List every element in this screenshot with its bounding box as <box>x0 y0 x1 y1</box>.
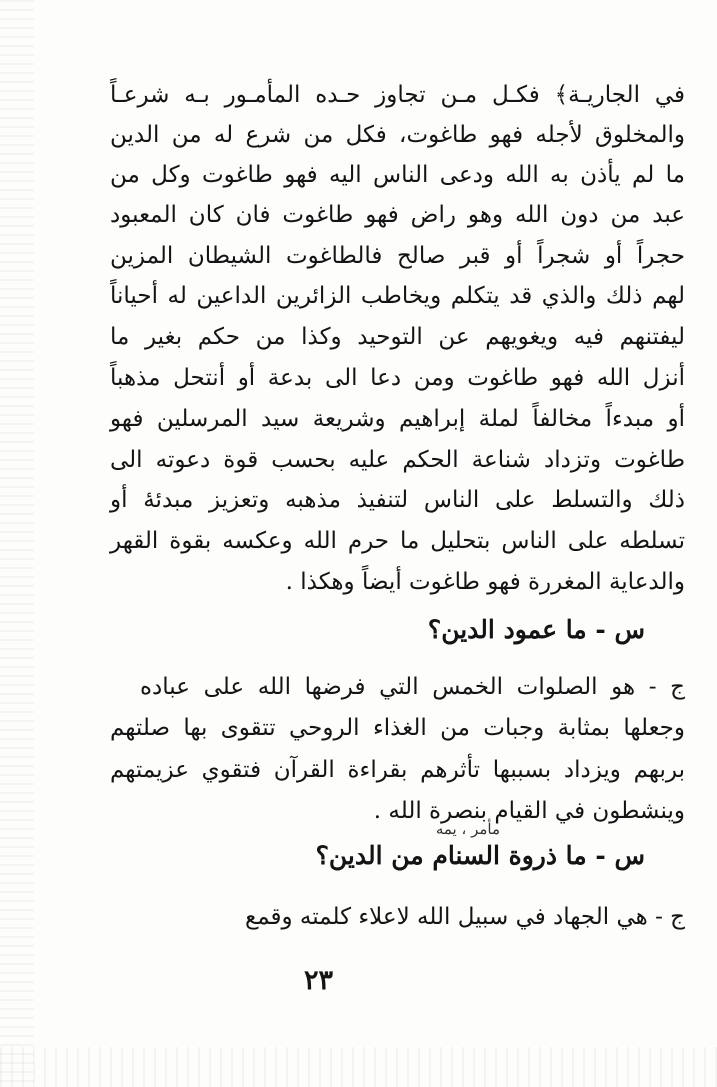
scan-edge-left <box>0 0 34 1087</box>
paragraph-line: أنزل الله فهو طاغوت ومن دعا الى بدعة أو أنتحل مذهباً <box>110 365 685 391</box>
paragraph-line: لهم ذلك والذي قد يتكلم ويخاطب الزائرين الداعين له أحياناً <box>110 283 685 309</box>
paragraph-line: طاغوت وتزداد شناعة الحكم عليه بحسب قوة دعوته الى <box>110 447 685 473</box>
answer-line: وينشطون في القيام بنصرة الله . <box>373 798 685 824</box>
answer-line: وجعلها بمثابة وجبات من الغذاء الروحي تتقوى بها صلتهم <box>110 715 685 741</box>
answer-line: ج - هو الصلوات الخمس التي فرضها الله على عباده <box>140 674 685 700</box>
question-heading: س - ما عمود الدين؟ <box>427 615 645 644</box>
paragraph-line: حجراً أو شجراً أو قبر صالح فالطاغوت الشيطان المزين <box>110 243 685 269</box>
paragraph-line: ذلك والتسلط على الناس لتنفيذ مذهبه وتعزيز مبدئهٔ أو <box>110 487 685 513</box>
question-heading: س - ما ذروة السنام من الدين؟ <box>315 841 645 870</box>
paragraph-line: في الجاريـة﴾ فكـل مـن تجاوز حـده المأمـور بـه شرعـاً <box>110 82 685 108</box>
answer-line: بربهم ويزداد بسببها تأثرهم بقراءة القرآن فتقوي عزيمتهم <box>110 757 685 783</box>
paragraph-line: والدعاية المغررة فهو طاغوت أيضاً وهكذا . <box>285 569 685 595</box>
paragraph-line: تسلطه على الناس بتحليل ما حرم الله وعكسه بقوة القهر <box>110 528 685 554</box>
paragraph-line: أو مبدءاً مخالفاً لملة إبراهيم وشريعة سيد المرسلين فهو <box>110 406 685 432</box>
paragraph-line: ما لم يأذن به الله ودعى الناس اليه فهو طاغوت وكل من <box>110 162 685 188</box>
paragraph-line: والمخلوق لأجله فهو طاغوت، فكل من شرع له من الدين <box>110 122 685 148</box>
handwritten-annotation: مأمر ، يمه <box>435 820 500 838</box>
page-number: ٢٣ <box>303 965 333 996</box>
scan-edge-bottom <box>0 1047 717 1087</box>
paragraph-line: عبد من دون الله وهو راض فهو طاغوت فان كان المعبود <box>110 202 685 228</box>
paragraph-line: ليفتنهم فيه ويغويهم عن التوحيد وكذا من حكم بغير ما <box>110 324 685 350</box>
answer-line: ج - هي الجهاد في سبيل الله لاعلاء كلمته وقمع <box>244 904 685 930</box>
